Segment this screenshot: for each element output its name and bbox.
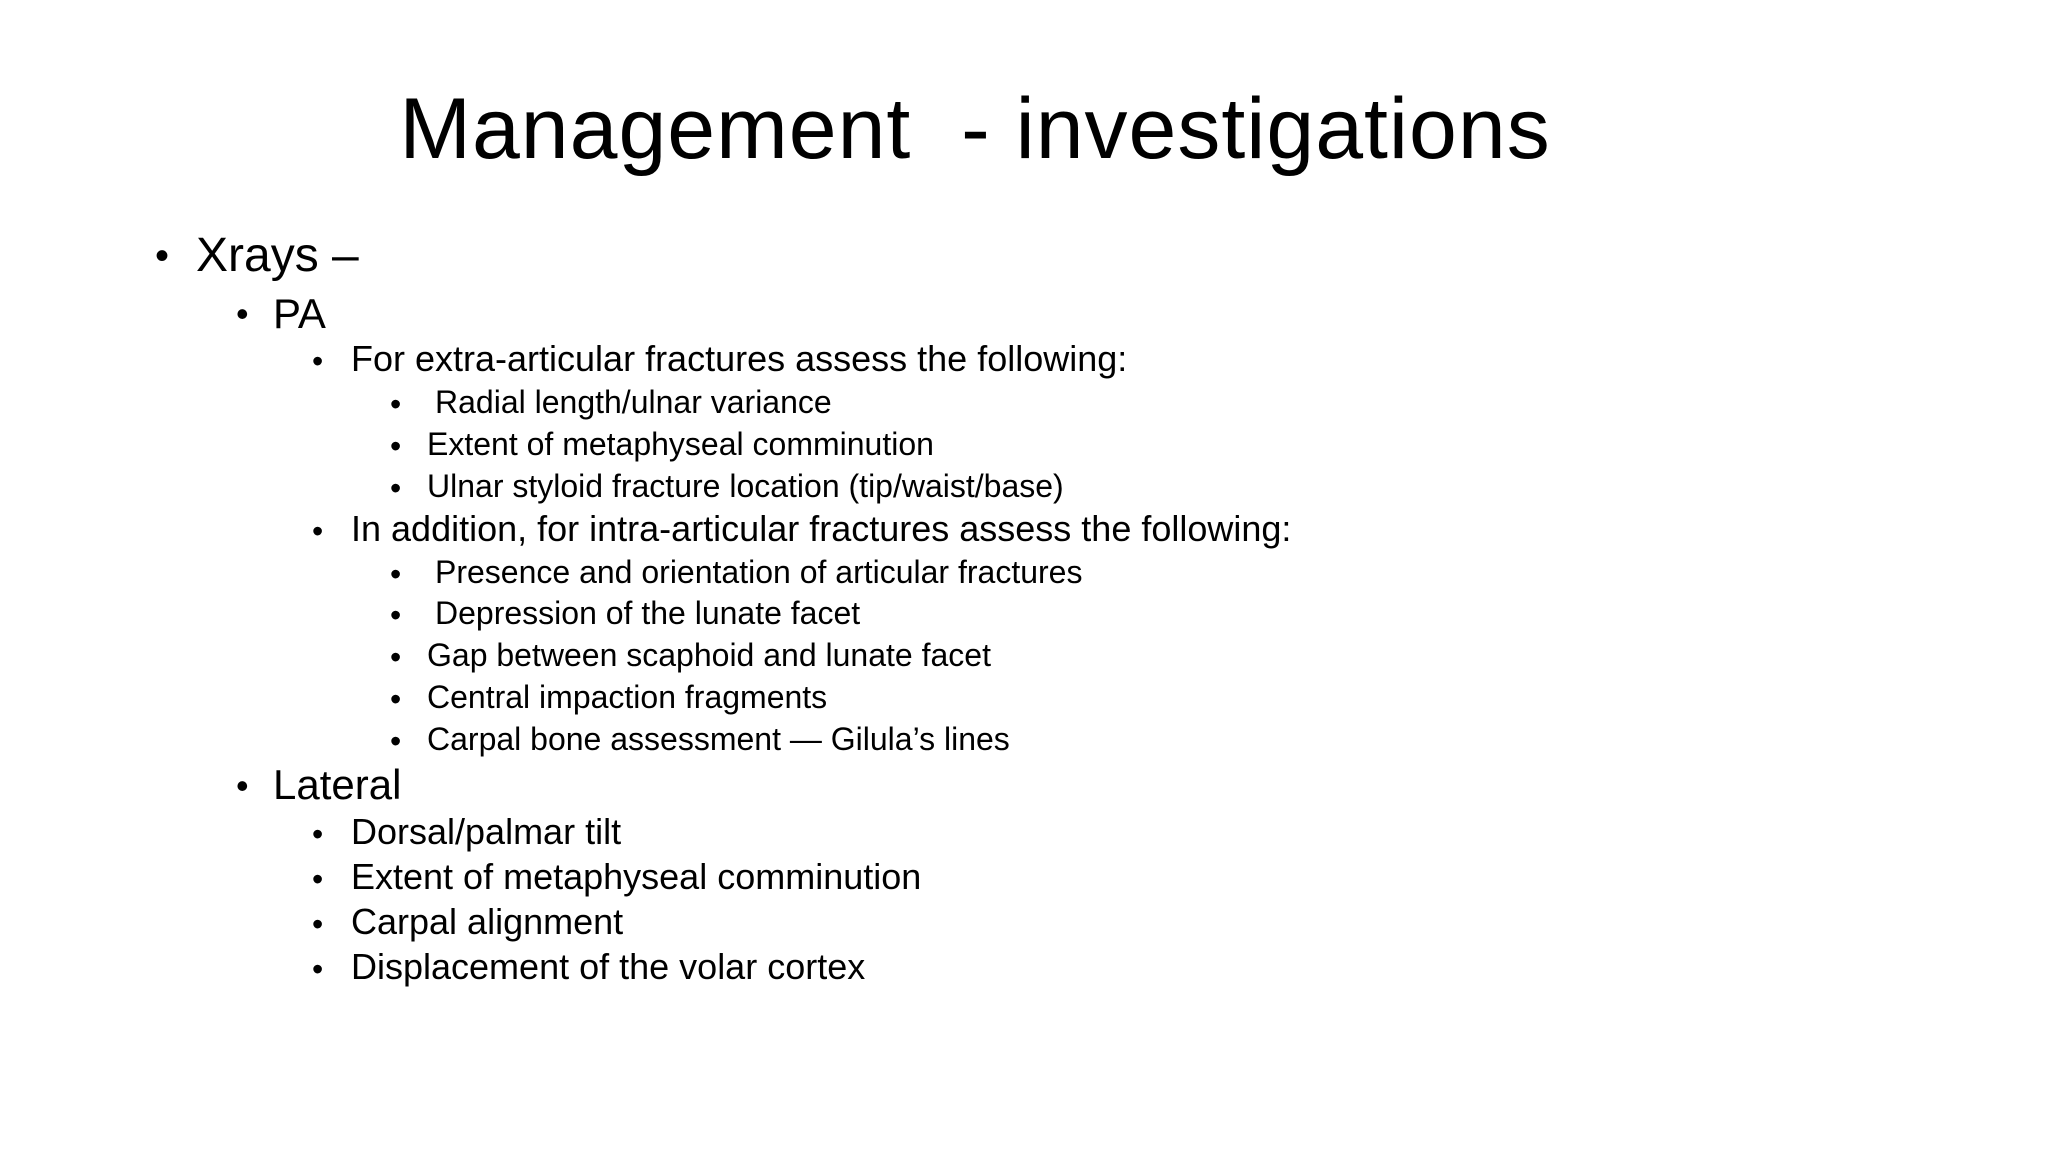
bullet-icon: • <box>312 816 324 852</box>
bullet-icon: • <box>390 470 402 506</box>
bullet-icon: • <box>312 906 324 942</box>
slide-title: Management - investigations <box>399 81 1551 177</box>
list-item: Carpal bone assessment — Gilula’s lines <box>427 721 1010 757</box>
bullet-icon: • <box>236 293 249 334</box>
list-item: Radial length/ulnar variance <box>435 384 832 420</box>
bullet-icon: • <box>312 951 324 987</box>
bullet-icon: • <box>155 234 170 278</box>
bullet-icon: • <box>312 513 324 549</box>
bullet-icon: • <box>312 343 324 379</box>
list-item: Ulnar styloid fracture location (tip/waist/base) <box>427 468 1064 504</box>
bullet-pa: PA <box>273 290 326 337</box>
list-item: Carpal alignment <box>351 901 624 942</box>
list-item: Presence and orientation of articular fractures <box>435 554 1083 590</box>
list-item: Extent of metaphyseal comminution <box>427 426 934 462</box>
bullet-icon: • <box>390 386 402 422</box>
bullet-icon: • <box>390 597 402 633</box>
bullet-lateral: Lateral <box>273 761 402 808</box>
list-item: Extent of metaphyseal comminution <box>351 856 922 897</box>
bullet-intra-articular: In addition, for intra-articular fractures assess the following: <box>351 508 1292 549</box>
bullet-icon: • <box>312 861 324 897</box>
list-item: Gap between scaphoid and lunate facet <box>427 637 991 673</box>
bullet-icon: • <box>390 723 402 759</box>
bullet-icon: • <box>236 765 249 806</box>
list-item: Displacement of the volar cortex <box>351 946 866 987</box>
bullet-icon: • <box>390 681 402 717</box>
bullet-extra-articular: For extra-articular fractures assess the following: <box>351 338 1128 379</box>
bullet-icon: • <box>390 428 402 464</box>
bullet-icon: • <box>390 639 402 675</box>
list-item: Depression of the lunate facet <box>435 595 861 631</box>
bullet-xrays: Xrays – <box>196 229 359 282</box>
list-item: Central impaction fragments <box>427 679 828 715</box>
bullet-icon: • <box>390 556 402 592</box>
list-item: Dorsal/palmar tilt <box>351 811 622 852</box>
